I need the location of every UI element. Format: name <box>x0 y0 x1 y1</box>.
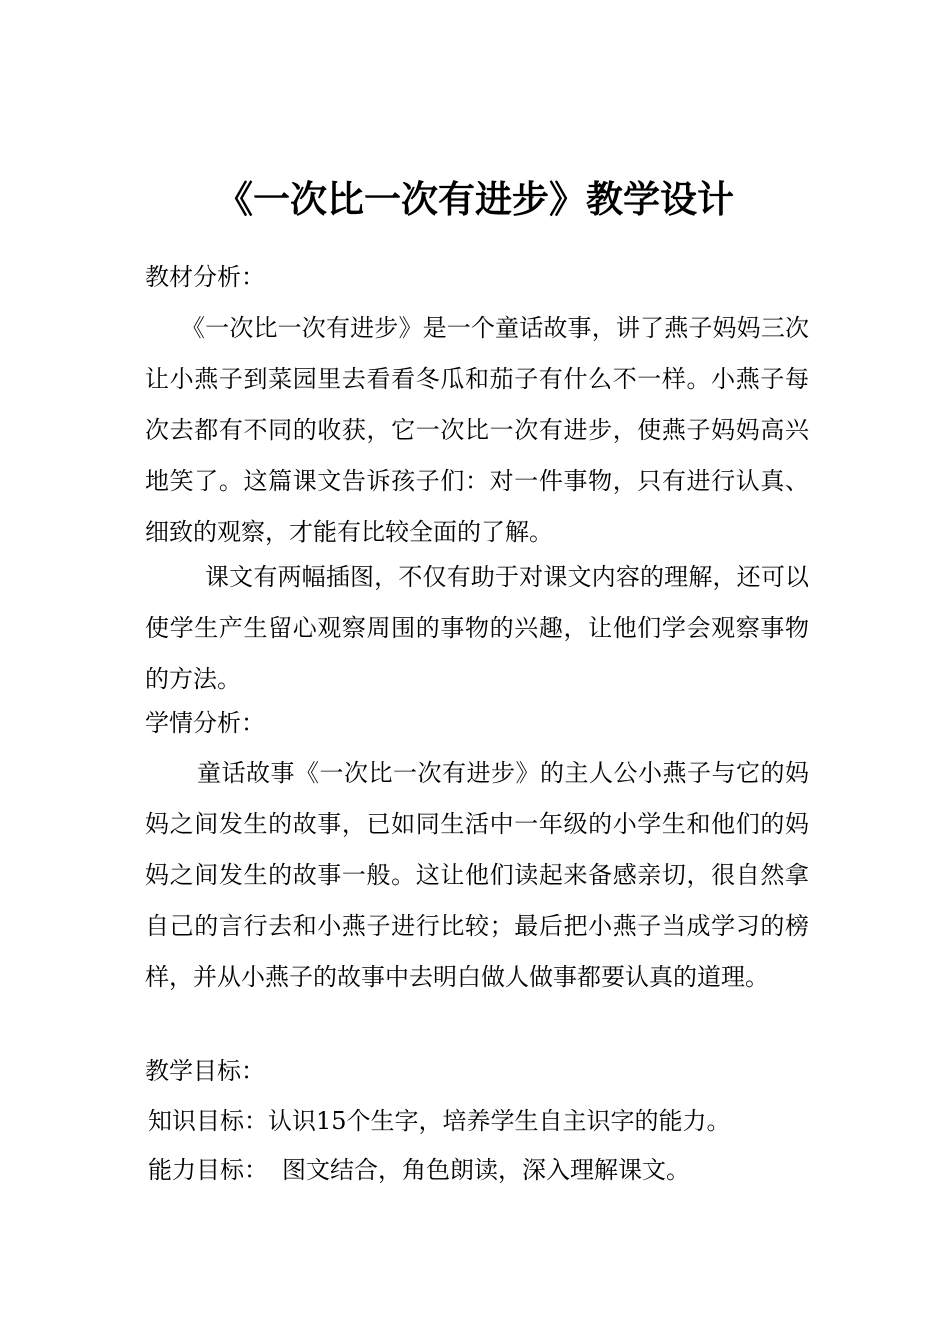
section-heading-teaching-goals: 教学目标： <box>145 1057 265 1085</box>
paragraph-textbook-analysis-1: 《一次比一次有进步》是一个童话故事，讲了燕子妈妈三次让小燕子到菜园里去看看冬瓜和茄子有什么不一样。小燕子每次去都有不同的收获，它一次比一次有进步，使燕子妈妈高兴地笑了。这篇课文告诉孩子们：对一件事物，只有进行认真、细致的观察，才能有比较全面的了解。 <box>145 314 809 546</box>
ability-goal-line <box>148 1145 690 1196</box>
paragraph-textbook-analysis-2: 课文有两幅插图，不仅有助于对课文内容的理解，还可以使学生产生留心观察周围的事物的兴趣，让他们学会观察事物的方法。 <box>145 563 809 693</box>
section-heading-student-analysis: 学情分析： <box>145 709 265 737</box>
knowledge-goal-text: 认识15个生字，培养学生自主识字的能力。 <box>268 1107 731 1135</box>
section-heading-textbook-analysis: 教材分析： <box>145 263 265 291</box>
ability-goal-text: 图文结合，角色朗读，深入理解课文。 <box>282 1156 690 1184</box>
knowledge-goal-line <box>148 1096 731 1147</box>
knowledge-goal-label: 知识目标： <box>148 1107 268 1135</box>
document-title: 《一次比一次有进步》教学设计 <box>216 178 734 221</box>
ability-goal-label: 能力目标： <box>148 1156 268 1184</box>
paragraph-student-analysis-1: 童话故事《一次比一次有进步》的主人公小燕子与它的妈妈之间发生的故事，已如同生活中一年级的小学生和他们的妈妈之间发生的故事一般。这让他们读起来备感亲切，很自然拿自己的言行去和小燕子进行比较；最后把小燕子当成学习的榜样，并从小燕子的故事中去明白做人做事都要认真的道理。 <box>145 759 809 991</box>
